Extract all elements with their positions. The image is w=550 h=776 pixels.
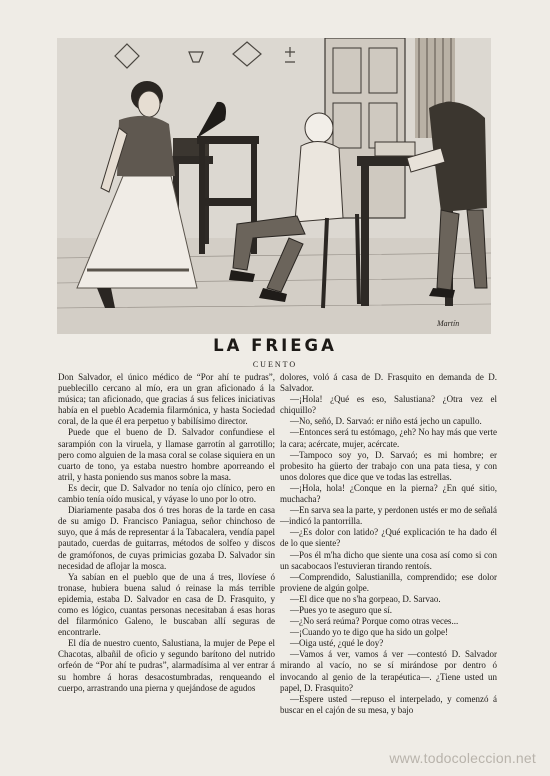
story-title: LA FRIEGA — [213, 336, 337, 355]
paragraph: Puede que el bueno de D. Salvador confundiese el sarampión con la viruela, y llamase garrotín al garrotillo; pero como alguien de la masa coral se colase siquiera en un cuarto de tono, ya estaba nuestro hombre aporreando el atril, y hasta poniendo sus manos sobre la masa. — [58, 427, 275, 482]
paragraph: Diariamente pasaba dos ó tres horas de la tarde en casa de su amigo D. Francisco Paniagua, señor chinchoso de suyo, que á más de representar á la Tabacalera, vendía papel pautado, cuerdas de guitarras, métodos de solfeo y discos de gramófonos, de cuyas primicias gozaba D. Salvador sin necesidad de aflojar la mosca. — [58, 505, 275, 571]
paragraph: —El dice que no s'ha gorpeao, D. Sarvao. — [290, 593, 441, 604]
illustration-signature: Martín — [437, 319, 460, 328]
paragraph: —No, señó, D. Sarvaó: er niño está jecho un capullo. — [290, 416, 482, 427]
paragraph: —Tampoco soy yo, D. Sarvaó; es mi hombre; er probesito ha güerto der trabajo con una pata tiesa, y con unos dolores que dice que ve todas las estrellas. — [280, 449, 497, 482]
paragraph: El día de nuestro cuento, Salustiana, la mujer de Pepe el Chacotas, albañil de oficio y segundo barítono del nutrido orfeón de “Por ahí te pudras”, alarmadísima al ver entrar á su hombre á horas desacostumbradas, renqueando el cuerpo, arrastrando una pierna y quejándose de agudos — [58, 638, 275, 693]
paragraph: Ya sabían en el pueblo que de una á tres, llovíese ó tronase, hubiera buena salud ó reinase la más terrible epidemia, estaba D. Salvador en casa de D. Frasquito, y como es lógico, cuantas personas necesitaban á esas horas del filarmónico Galeno, le buscaban allí seguras de encontrarle. — [58, 571, 275, 638]
paragraph: —Comprendido, Salustianilla, comprendido; ese dolor proviene de algún golpe. — [280, 571, 497, 593]
site-watermark: www.todocoleccion.net — [389, 750, 536, 766]
paragraph: —Pos él m'ha dicho que siente una cosa así como si con un sacabocaos l'estuvieran tirando rentoís. — [280, 549, 497, 571]
story-illustration — [57, 38, 491, 334]
text-column-right — [280, 372, 497, 716]
paragraph: —¡Hola, hola! ¿Conque en la pierna? ¿En qué sitio, muchacha? — [280, 482, 497, 505]
paragraph: —¡Cuando yo te digo que ha sido un golpe! — [290, 627, 448, 638]
paragraph: —Oiga usté, ¿qué le doy? — [290, 638, 384, 649]
paragraph: —Vamos á ver, vamos á ver —contestó D. Salvador mirando al vacío, no se sí mirándose por dentro ó invocando al genio de la terapéutica—. ¿Tiene usted un papel, D. Frasquito? — [280, 649, 497, 693]
paragraph: —Entonces será tu estómago, ¿eh? No hay más que verte la cara; acércate, mujer, acércate. — [280, 427, 497, 449]
paragraph: dolores, voló á casa de D. Frasquito en demanda de D. Salvador. — [280, 372, 497, 394]
paragraph: —Pues yo te aseguro que sí. — [290, 604, 392, 615]
story-subtitle: CUENTO — [252, 360, 298, 369]
paragraph: —¡Hola! ¿Qué es eso, Salustiana? ¿Otra vez el chiquillo? — [280, 394, 497, 416]
paragraph: Es decir, que D. Salvador no tenía ojo clínico, pero en cambio tenía oído musical, y váyase lo uno por lo otro. — [58, 482, 275, 505]
paragraph: —¿No será reúma? Porque como otras veces... — [290, 616, 459, 627]
paragraph: —En sarva sea la parte, y perdonen ustés er mo de señalá —indicó la pantorrilla. — [280, 505, 497, 527]
paragraph: Don Salvador, el único médico de “Por ahí te pudras”, pueblecillo cercano al mío, era un gran aficionado á la música; tan aficionado, que gracias á sus felices iniciativas había en el pueblo Academia filarmónica, y hasta Sociedad coral, de la que él era perpetuo y babilísimo director. — [58, 372, 275, 427]
paragraph: —Espere usted —repuso el interpelado, y comenzó á buscar en el cajón de su mesa, y bajo — [280, 693, 497, 715]
text-column-left — [58, 372, 275, 694]
paragraph: —¿Es dolor con latido? ¿Qué explicación te ha dado él de lo que siente? — [280, 527, 497, 549]
